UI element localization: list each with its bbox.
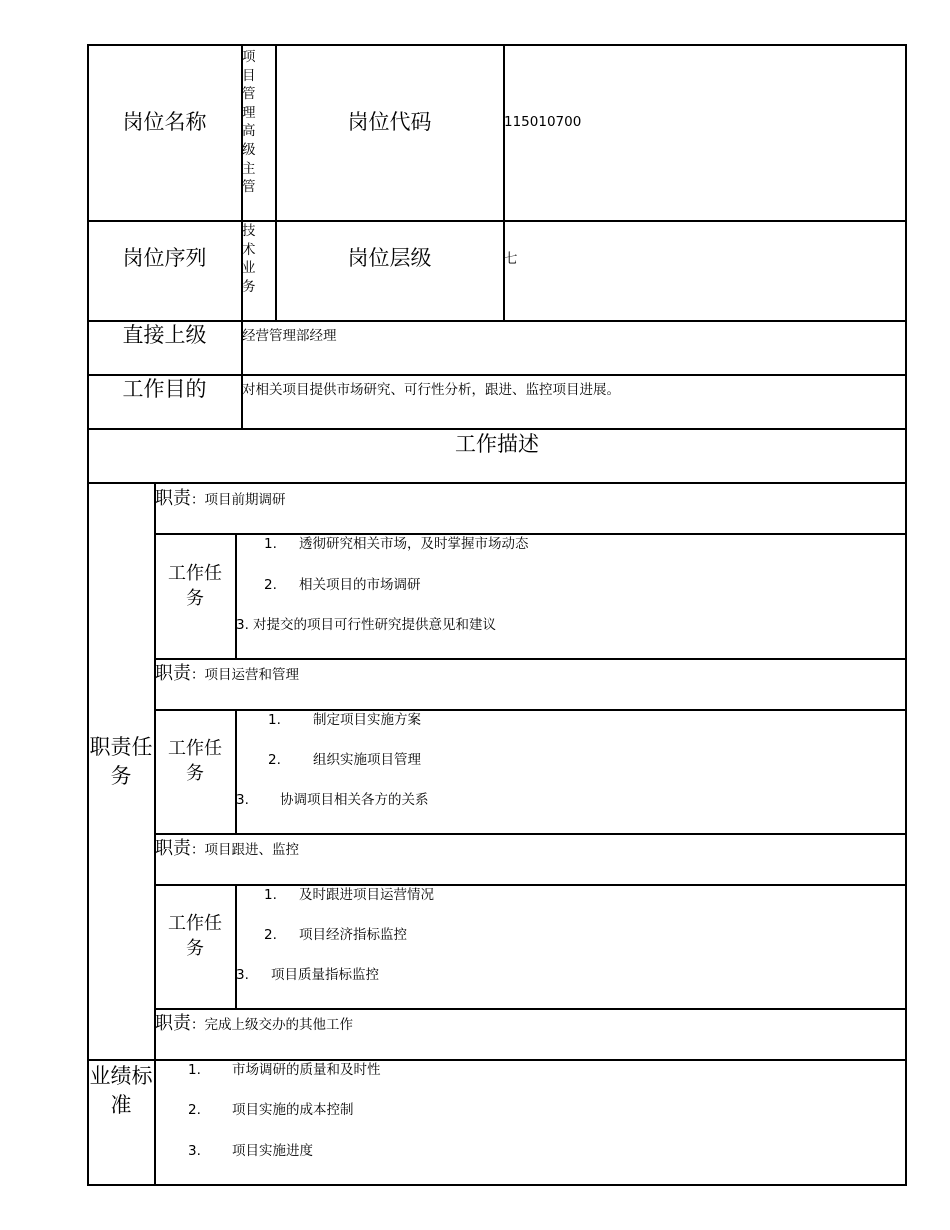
col-divider	[235, 709, 237, 834]
post-sequence-value: 技术业务	[242, 223, 256, 295]
table-border-right	[905, 44, 907, 1185]
task-number: 1.	[264, 536, 277, 552]
row-divider	[87, 220, 907, 222]
col-divider	[503, 44, 505, 321]
row-divider	[154, 533, 907, 535]
row-divider	[154, 1008, 907, 1010]
performance-number: 2.	[188, 1102, 201, 1118]
task-text: 对提交的项目可行性研究提供意见和建议	[253, 617, 496, 633]
duty-prefix: 职责	[155, 1013, 191, 1034]
performance-label: 业绩标准	[89, 1064, 153, 1117]
duty-title: ：项目运营和管理	[191, 667, 299, 683]
task-text: 项目经济指标监控	[299, 927, 407, 943]
purpose-label: 工作目的	[122, 377, 207, 401]
task-number: 1.	[264, 887, 277, 903]
duty-heading	[155, 1013, 353, 1035]
duty-heading	[155, 663, 299, 685]
duty-prefix: 职责	[155, 488, 191, 509]
post-name-label: 岗位名称	[122, 110, 207, 134]
post-level-label: 岗位层级	[347, 246, 432, 270]
duty-title: ：项目前期调研	[191, 492, 286, 508]
task-number: 3.	[236, 967, 249, 983]
task-label: 工作任务	[168, 913, 222, 959]
performance-text: 市场调研的质量和及时性	[232, 1062, 381, 1078]
row-divider	[154, 658, 907, 660]
task-number: 3.	[236, 617, 249, 633]
task-text: 制定项目实施方案	[313, 712, 421, 728]
col-divider	[235, 533, 237, 659]
post-code-value: 115010700	[504, 114, 582, 130]
post-code-label: 岗位代码	[347, 110, 432, 134]
task-text: 项目质量指标监控	[271, 967, 379, 983]
performance-text: 项目实施的成本控制	[232, 1102, 354, 1118]
task-number: 3.	[236, 792, 249, 808]
superior-value: 经营管理部经理	[242, 328, 337, 344]
performance-number: 1.	[188, 1062, 201, 1078]
purpose-value: 对相关项目提供市场研究、可行性分析，跟进、监控项目进展。	[242, 382, 620, 398]
row-divider	[87, 1059, 907, 1061]
post-name-value: 项目管理高级主管	[242, 49, 256, 196]
task-text: 协调项目相关各方的关系	[280, 792, 429, 808]
task-text: 相关项目的市场调研	[299, 577, 421, 593]
task-label: 工作任务	[168, 563, 222, 609]
task-text: 透彻研究相关市场，及时掌握市场动态	[299, 536, 529, 552]
duties-section-label: 职责任务	[89, 735, 153, 788]
table-border-top	[87, 44, 907, 46]
task-number: 2.	[264, 577, 277, 593]
row-divider	[154, 884, 907, 886]
task-number: 2.	[268, 752, 281, 768]
work-description-title: 工作描述	[455, 432, 539, 456]
task-text: 组织实施项目管理	[313, 752, 421, 768]
duty-title: ：项目跟进、监控	[191, 842, 299, 858]
superior-label: 直接上级	[122, 323, 207, 347]
row-divider	[87, 320, 907, 322]
task-label: 工作任务	[168, 738, 222, 784]
row-divider	[87, 374, 907, 376]
duty-heading	[155, 488, 286, 510]
performance-text: 项目实施进度	[232, 1143, 313, 1159]
row-divider	[154, 833, 907, 835]
table-border-left	[87, 44, 89, 1185]
row-divider	[87, 428, 907, 430]
row-divider	[87, 482, 907, 484]
row-divider	[154, 709, 907, 711]
task-text: 及时跟进项目运营情况	[299, 887, 434, 903]
col-divider	[235, 884, 237, 1009]
duty-heading	[155, 838, 299, 860]
post-sequence-label: 岗位序列	[122, 246, 207, 270]
performance-number: 3.	[188, 1143, 201, 1159]
task-number: 2.	[264, 927, 277, 943]
duty-prefix: 职责	[155, 663, 191, 684]
post-level-value: 七	[504, 251, 518, 267]
duty-prefix: 职责	[155, 838, 191, 859]
col-divider	[275, 44, 277, 321]
task-number: 1.	[268, 712, 281, 728]
duty-title: ：完成上级交办的其他工作	[191, 1017, 353, 1033]
table-border-bottom	[87, 1184, 907, 1186]
